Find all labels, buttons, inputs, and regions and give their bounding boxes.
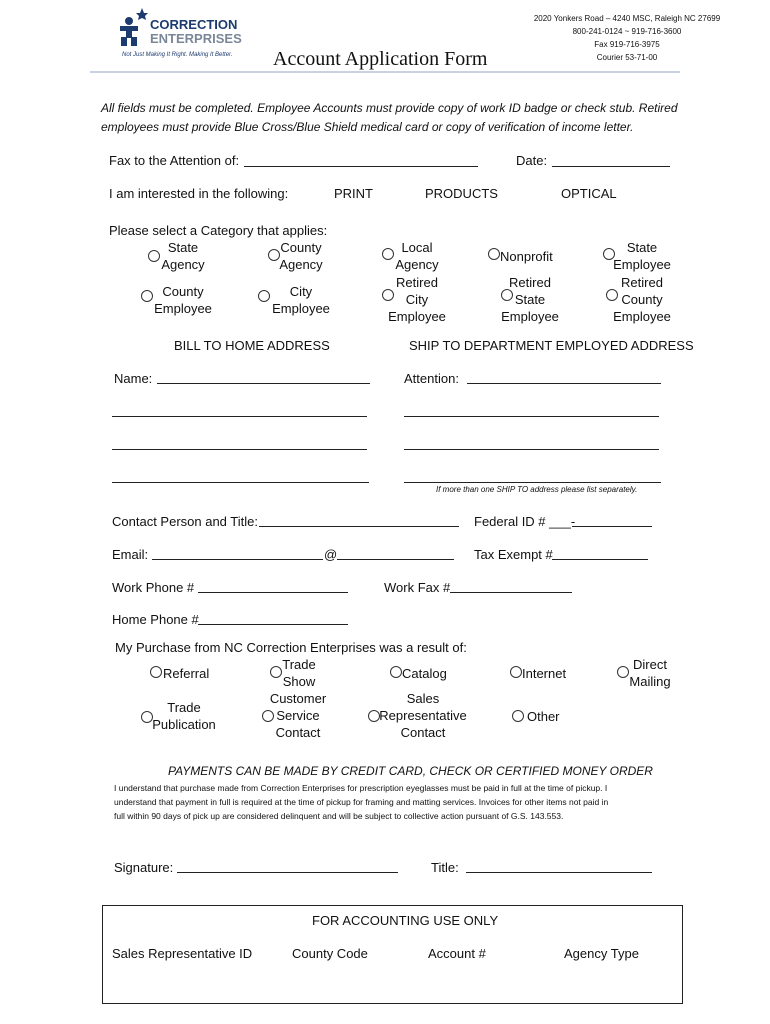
bill-address-line2[interactable] <box>112 449 367 450</box>
source-trade-show-label: Trade Show <box>282 657 316 689</box>
ship-to-header: SHIP TO DEPARTMENT EMPLOYED ADDRESS <box>409 338 694 353</box>
source-other-label: Other <box>527 709 560 724</box>
title-label: Title: <box>431 860 459 875</box>
source-internet-radio[interactable] <box>510 666 522 678</box>
accounting-header: FOR ACCOUNTING USE ONLY <box>312 913 499 928</box>
source-referral-radio[interactable] <box>150 666 162 678</box>
attention-field[interactable] <box>467 383 661 384</box>
work-phone-label: Work Phone # <box>112 580 195 595</box>
category-retired-county-label: Retired County Employee <box>613 275 671 324</box>
category-county-agency-label: County Agency <box>279 240 323 272</box>
ship-address-line3[interactable] <box>404 482 661 483</box>
source-direct-mailing-label: Direct Mailing <box>629 657 671 689</box>
tax-exempt-label: Tax Exempt # <box>474 547 553 562</box>
home-phone-label: Home Phone # <box>112 612 199 627</box>
email-user-field[interactable] <box>152 559 323 560</box>
bill-to-header: BILL TO HOME ADDRESS <box>174 338 330 353</box>
category-retired-city-label: Retired City Employee <box>388 275 446 324</box>
contact-person-label: Contact Person and Title: <box>112 514 258 529</box>
address-courier: Courier 53-71-00 <box>596 53 658 62</box>
contact-person-field[interactable] <box>259 526 459 527</box>
date-label: Date: <box>516 153 548 168</box>
payment-header: PAYMENTS CAN BE MADE BY CREDIT CARD, CHECK OR CERTIFIED MONEY ORDER <box>168 764 653 778</box>
category-county-employee-label: County Employee <box>154 284 212 316</box>
source-referral-label: Referral <box>163 666 210 681</box>
signature-label: Signature: <box>114 860 174 875</box>
logo-line2: ENTERPRISES <box>150 31 242 46</box>
name-label: Name: <box>114 371 153 386</box>
address-fax: Fax 919-716-3975 <box>594 40 660 49</box>
interest-print[interactable]: PRINT <box>334 186 373 201</box>
instructions-line1: All fields must be completed. Employee Accounts must provide copy of work ID badge or check stub. Retired <box>101 101 678 115</box>
fax-attention-label: Fax to the Attention of: <box>109 153 240 168</box>
page-title: Account Application Form <box>273 48 488 70</box>
purchase-prompt: My Purchase from NC Correction Enterprises was a result of: <box>115 640 467 655</box>
tax-exempt-field[interactable] <box>552 559 648 560</box>
category-state-agency-label: State Agency <box>161 240 205 272</box>
bill-address-line1[interactable] <box>112 416 367 417</box>
interest-label: I am interested in the following: <box>109 186 289 201</box>
work-fax-field[interactable] <box>450 592 572 593</box>
email-at-sign: @ <box>324 547 338 562</box>
source-other-radio[interactable] <box>512 710 524 722</box>
ship-address-line1[interactable] <box>404 416 659 417</box>
category-prompt: Please select a Category that applies: <box>109 223 328 238</box>
source-catalog-radio[interactable] <box>390 666 402 678</box>
instructions-line2: employees must provide Blue Cross/Blue Shield medical card or copy of verification of income letter. <box>101 120 634 134</box>
category-city-employee-label: City Employee <box>272 284 330 316</box>
logo-line1: CORRECTION <box>150 17 238 32</box>
home-phone-field[interactable] <box>198 624 348 625</box>
signature-field[interactable] <box>177 872 398 873</box>
payment-terms: I understand that purchase made from Correction Enterprises for prescription eyeglasses must be paid in full at the time of pickup. I understand that payment in full is required at the time of pickup for framing and matting services. Invoices for other items not paid in full within 90 days of pick up are considered delinquent and will be subject to collective action pursuant of G.S. 143.553. <box>114 783 609 821</box>
category-nonprofit-label: Nonprofit <box>500 249 553 264</box>
interest-products[interactable]: PRODUCTS <box>425 186 498 201</box>
category-nonprofit-radio[interactable] <box>488 248 500 260</box>
logo-mark-icon <box>120 8 148 46</box>
accounting-account-number: Account # <box>428 946 486 961</box>
source-catalog-label: Catalog <box>402 666 447 681</box>
attention-label: Attention: <box>404 371 459 386</box>
category-county-employee-radio[interactable] <box>141 290 153 302</box>
category-local-agency-label: Local Agency <box>395 240 439 272</box>
work-fax-label: Work Fax # <box>384 580 451 595</box>
work-phone-field[interactable] <box>198 592 348 593</box>
email-domain-field[interactable] <box>337 559 454 560</box>
source-sales-rep-label: Sales Representative Contact <box>379 691 467 740</box>
accounting-agency-type: Agency Type <box>564 946 639 961</box>
source-trade-publication-label: Trade Publication <box>152 700 216 732</box>
source-internet-label: Internet <box>522 666 567 681</box>
logo-tagline: Not Just Making It Right. Making It Better. <box>122 52 233 58</box>
category-city-employee-radio[interactable] <box>258 290 270 302</box>
source-customer-service-label: Customer Service Contact <box>269 691 327 740</box>
address-phone: 800-241-0124 ~ 919-716-3600 <box>572 27 682 36</box>
accounting-county-code: County Code <box>292 946 368 961</box>
federal-id-label: Federal ID # ___- <box>474 514 576 529</box>
interest-optical[interactable]: OPTICAL <box>561 186 617 201</box>
ship-note: If more than one SHIP TO address please list separately. <box>436 485 638 494</box>
category-state-employee-label: State Employee <box>613 240 671 272</box>
email-label: Email: <box>112 547 149 562</box>
bill-address-line3[interactable] <box>112 482 369 483</box>
name-field[interactable] <box>157 383 370 384</box>
title-field[interactable] <box>466 872 652 873</box>
address-line1: 2020 Yonkers Road – 4240 MSC, Raleigh NC 27699 <box>533 14 721 23</box>
fax-attention-field[interactable] <box>244 166 478 167</box>
date-field[interactable] <box>552 166 670 167</box>
category-retired-state-label: Retired State Employee <box>501 275 559 324</box>
accounting-sales-rep-id: Sales Representative ID <box>112 946 253 961</box>
ship-address-line2[interactable] <box>404 449 659 450</box>
header-divider <box>90 71 680 73</box>
federal-id-field[interactable] <box>572 526 652 527</box>
